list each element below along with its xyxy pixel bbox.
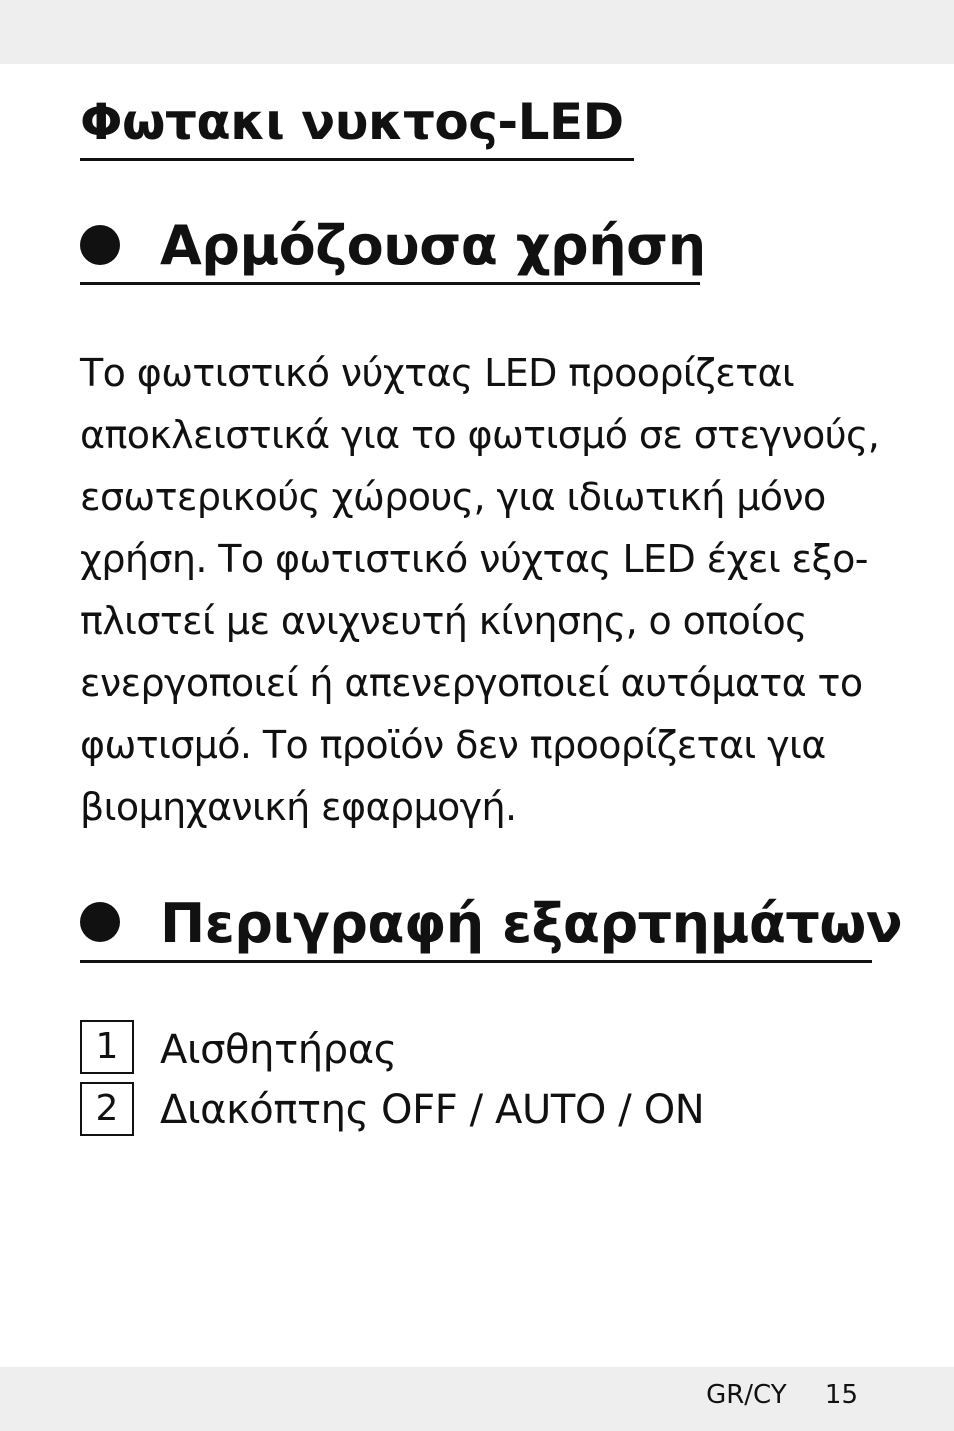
- top-margin-band: [0, 0, 954, 64]
- part-label: Αισθητήρας: [160, 1027, 397, 1073]
- paragraph-line: ενεργοποιεί ή απενεργοποιεί αυτόματα το: [80, 661, 863, 705]
- section-bullet-icon: [80, 902, 120, 942]
- paragraph-line: Το φωτιστικό νύχτας LED προορίζεται: [80, 351, 795, 395]
- section-heading-intended-use: Αρμόζουσα χρήση: [160, 214, 706, 277]
- section-heading-underline: [80, 282, 700, 285]
- paragraph-line: χρήση. Το φωτιστικό νύχτας LED έχει εξο-: [80, 537, 868, 581]
- paragraph-line: βιομηχανική εφαρμογή.: [80, 785, 517, 829]
- paragraph-line: πλιστεί με ανιχνευτή κίνησης, ο οποίος: [80, 599, 807, 643]
- part-number-box: 2: [80, 1082, 134, 1136]
- footer-region-code: GR/CY: [706, 1380, 787, 1410]
- document-title: Φωτακι νυκτος-LED: [80, 93, 624, 151]
- title-underline: [80, 158, 634, 161]
- page-footer: [706, 1377, 858, 1413]
- paragraph-line: εσωτερικούς χώρους, για ιδιωτική μόνο: [80, 475, 826, 519]
- part-number-box: 1: [80, 1020, 134, 1074]
- section-bullet-icon: [80, 225, 120, 265]
- section-heading-parts-description: Περιγραφή εξαρτημάτων: [160, 892, 903, 955]
- page-number: 15: [824, 1380, 858, 1410]
- section-heading-underline: [80, 960, 872, 963]
- paragraph-line: φωτισμό. Το προϊόν δεν προορίζεται για: [80, 723, 826, 767]
- paragraph-line: αποκλειστικά για το φωτισμό σε στεγνούς,: [80, 413, 880, 457]
- part-label: Διακόπτης OFF / AUTO / ON: [160, 1087, 705, 1133]
- intended-use-paragraph: [80, 342, 880, 838]
